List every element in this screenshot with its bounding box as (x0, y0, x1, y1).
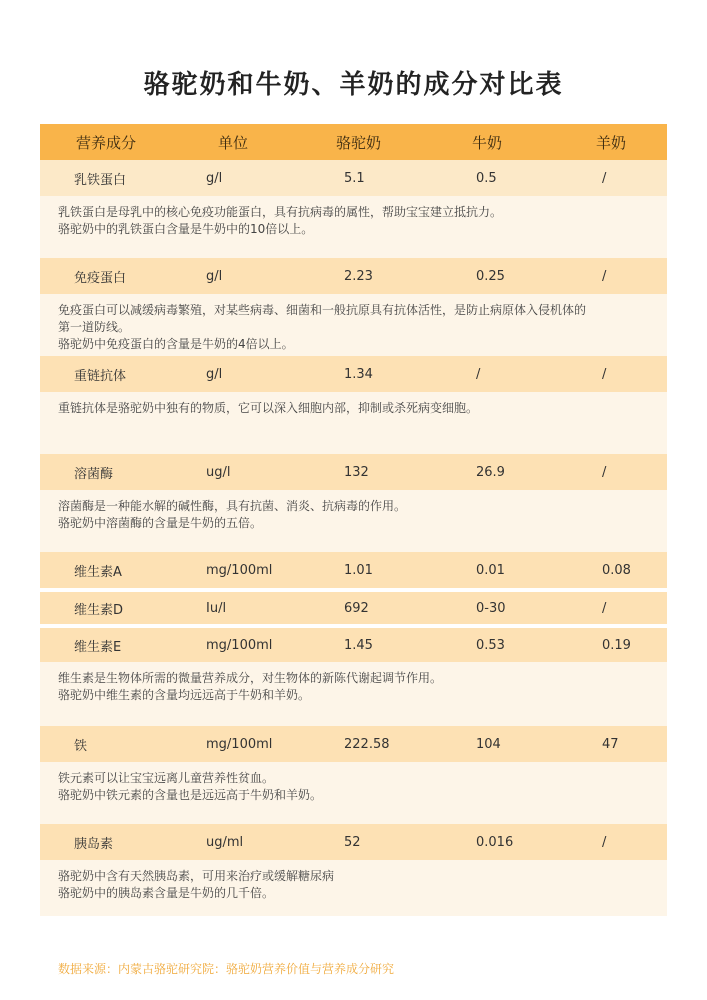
camel-value: 1.45 (344, 637, 373, 653)
description-line: 骆驼奶中维生素的含量均远远高于牛奶和羊奶。 (58, 688, 311, 702)
camel-value: 5.1 (344, 170, 365, 186)
comparison-table (40, 124, 667, 916)
description-line: 第一道防线。 (58, 320, 131, 334)
cow-value: / (476, 366, 481, 382)
goat-value: / (602, 834, 607, 850)
table-row (40, 258, 667, 294)
cow-value: 26.9 (476, 464, 505, 480)
cow-value: 0.53 (476, 637, 505, 653)
description-block (40, 490, 667, 552)
camel-value: 692 (344, 600, 369, 616)
page-title: 骆驼奶和牛奶、羊奶的成分对比表 (143, 70, 564, 100)
nutrient-name: 胰岛素 (74, 836, 114, 852)
goat-value: 0.08 (602, 562, 631, 578)
camel-value: 1.01 (344, 562, 373, 578)
description-line: 骆驼奶中铁元素的含量也是远远高于牛奶和羊奶。 (58, 788, 323, 802)
description-line: 溶菌酶是一种能水解的碱性酶，具有抗菌、消炎、抗病毒的作用。 (58, 499, 407, 513)
camel-value: 1.34 (344, 366, 373, 382)
data-source-note: 数据来源：内蒙古骆驼研究院：骆驼奶营养价值与营养成分研究 (58, 962, 395, 976)
unit-cell: Iu/l (206, 600, 227, 616)
camel-value: 52 (344, 834, 361, 850)
description-line: 骆驼奶中的胰岛素含量是牛奶的几千倍。 (58, 886, 275, 900)
unit-cell: mg/100ml (206, 562, 273, 578)
description-line: 骆驼奶中的乳铁蛋白含量是牛奶中的10倍以上。 (58, 222, 314, 236)
description-block (40, 294, 667, 356)
goat-value: / (602, 464, 607, 480)
unit-cell: ug/l (206, 464, 231, 480)
cow-value: 0.01 (476, 562, 505, 578)
unit-cell: g/l (206, 268, 223, 284)
goat-value: 47 (602, 736, 619, 752)
camel-value: 132 (344, 464, 369, 480)
goat-value: / (602, 366, 607, 382)
description-block (40, 392, 667, 454)
goat-value: / (602, 268, 607, 284)
description-line: 维生素是生物体所需的微量营养成分，对生物体的新陈代谢起调节作用。 (58, 671, 443, 685)
nutrient-name: 重链抗体 (74, 368, 127, 384)
camel-value: 222.58 (344, 736, 390, 752)
description-line: 骆驼奶中含有天然胰岛素，可用来治疗或缓解糖尿病 (58, 869, 335, 883)
description-block (40, 860, 667, 916)
cow-value: 0.016 (476, 834, 514, 850)
table-row (40, 824, 667, 860)
table-row (40, 160, 667, 196)
header-goat: 羊奶 (596, 133, 627, 152)
nutrient-name: 乳铁蛋白 (74, 172, 127, 188)
nutrient-name: 维生素A (74, 564, 122, 580)
nutrient-name: 铁 (74, 738, 88, 754)
unit-cell: mg/100ml (206, 736, 273, 752)
nutrient-name: 维生素D (74, 602, 124, 618)
table-row (40, 454, 667, 490)
table-row (40, 726, 667, 762)
description-line: 骆驼奶中溶菌酶的含量是牛奶的五倍。 (58, 516, 263, 530)
description-block (40, 762, 667, 824)
camel-value: 2.23 (344, 268, 373, 284)
table-row (40, 592, 667, 624)
header-unit: 单位 (218, 133, 249, 152)
unit-cell: ug/ml (206, 834, 244, 850)
table-row (40, 356, 667, 392)
description-block (40, 196, 667, 258)
unit-cell: g/l (206, 366, 223, 382)
description-line: 免疫蛋白可以减缓病毒繁殖，对某些病毒、细菌和一般抗原具有抗体活性，是防止病原体入侵机体的 (58, 303, 587, 317)
table-row (40, 628, 667, 662)
nutrient-name: 免疫蛋白 (74, 270, 127, 286)
unit-cell: mg/100ml (206, 637, 273, 653)
cow-value: 104 (476, 736, 501, 752)
unit-cell: g/l (206, 170, 223, 186)
description-line: 铁元素可以让宝宝远离儿童营养性贫血。 (58, 771, 275, 785)
nutrient-name: 溶菌酶 (74, 466, 114, 482)
description-block (40, 662, 667, 726)
goat-value: / (602, 170, 607, 186)
goat-value: / (602, 600, 607, 616)
table-header (40, 124, 667, 160)
cow-value: 0.25 (476, 268, 505, 284)
header-nutrient: 营养成分 (76, 133, 137, 152)
table-row (40, 552, 667, 588)
description-line: 乳铁蛋白是母乳中的核心免疫功能蛋白，具有抗病毒的属性，帮助宝宝建立抵抗力。 (58, 205, 503, 219)
nutrient-name: 维生素E (74, 639, 122, 655)
cow-value: 0-30 (476, 600, 506, 616)
description-line: 骆驼奶中免疫蛋白的含量是牛奶的4倍以上。 (58, 337, 294, 351)
goat-value: 0.19 (602, 637, 631, 653)
header-camel: 骆驼奶 (336, 133, 382, 152)
header-cow: 牛奶 (472, 133, 503, 152)
cow-value: 0.5 (476, 170, 497, 186)
description-line: 重链抗体是骆驼奶中独有的物质，它可以深入细胞内部，抑制或杀死病变细胞。 (58, 401, 479, 415)
